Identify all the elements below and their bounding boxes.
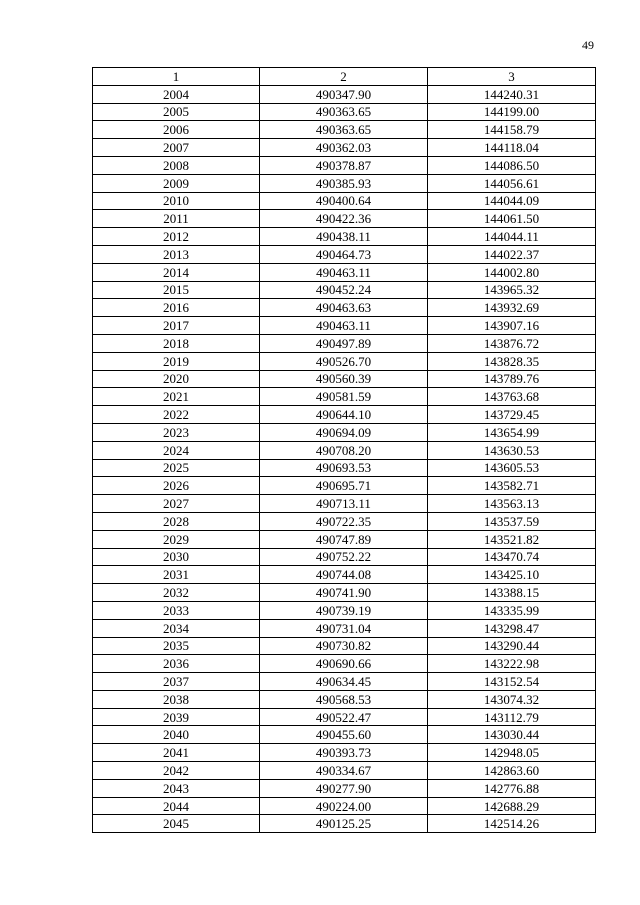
y-coordinate-cell: 142514.26 [428, 815, 596, 833]
y-coordinate-cell: 144056.61 [428, 174, 596, 192]
point-number-cell: 2025 [93, 459, 260, 477]
coordinates-table [92, 67, 596, 833]
table-row [93, 690, 596, 708]
y-coordinate-cell: 143074.32 [428, 690, 596, 708]
table-row [93, 317, 596, 335]
y-coordinate-cell: 143828.35 [428, 352, 596, 370]
x-coordinate-cell: 490722.35 [260, 512, 428, 530]
x-coordinate-cell: 490224.00 [260, 797, 428, 815]
table-row [93, 210, 596, 228]
point-number-cell: 2021 [93, 388, 260, 406]
x-coordinate-cell: 490695.71 [260, 477, 428, 495]
x-coordinate-cell: 490438.11 [260, 228, 428, 246]
table-row [93, 156, 596, 174]
table-row [93, 85, 596, 103]
table-row [93, 192, 596, 210]
x-coordinate-cell: 490334.67 [260, 762, 428, 780]
x-coordinate-cell: 490347.90 [260, 85, 428, 103]
point-number-cell: 2017 [93, 317, 260, 335]
point-number-cell: 2045 [93, 815, 260, 833]
x-coordinate-cell: 490693.53 [260, 459, 428, 477]
table-row [93, 744, 596, 762]
x-coordinate-cell: 490497.89 [260, 334, 428, 352]
table-row [93, 601, 596, 619]
table-row [93, 299, 596, 317]
y-coordinate-cell: 143425.10 [428, 566, 596, 584]
x-coordinate-cell: 490400.64 [260, 192, 428, 210]
x-coordinate-cell: 490363.65 [260, 103, 428, 121]
point-number-cell: 2037 [93, 673, 260, 691]
table-row [93, 228, 596, 246]
table-row [93, 263, 596, 281]
x-coordinate-cell: 490690.66 [260, 655, 428, 673]
y-coordinate-cell: 143388.15 [428, 584, 596, 602]
x-coordinate-cell: 490741.90 [260, 584, 428, 602]
y-coordinate-cell: 143030.44 [428, 726, 596, 744]
x-coordinate-cell: 490713.11 [260, 495, 428, 513]
table-row [93, 441, 596, 459]
x-coordinate-cell: 490463.11 [260, 317, 428, 335]
table-row [93, 708, 596, 726]
y-coordinate-cell: 143932.69 [428, 299, 596, 317]
y-coordinate-cell: 143521.82 [428, 530, 596, 548]
table-row [93, 619, 596, 637]
point-number-cell: 2006 [93, 121, 260, 139]
y-coordinate-cell: 142948.05 [428, 744, 596, 762]
point-number-cell: 2032 [93, 584, 260, 602]
x-coordinate-cell: 490744.08 [260, 566, 428, 584]
point-number-cell: 2027 [93, 495, 260, 513]
table-row [93, 245, 596, 263]
x-coordinate-cell: 490731.04 [260, 619, 428, 637]
point-number-cell: 2043 [93, 779, 260, 797]
y-coordinate-cell: 143965.32 [428, 281, 596, 299]
table-row [93, 406, 596, 424]
table-row [93, 103, 596, 121]
y-coordinate-cell: 144061.50 [428, 210, 596, 228]
point-number-cell: 2044 [93, 797, 260, 815]
y-coordinate-cell: 143729.45 [428, 406, 596, 424]
x-coordinate-cell: 490708.20 [260, 441, 428, 459]
y-coordinate-cell: 144022.37 [428, 245, 596, 263]
point-number-cell: 2008 [93, 156, 260, 174]
x-coordinate-cell: 490463.11 [260, 263, 428, 281]
x-coordinate-cell: 490464.73 [260, 245, 428, 263]
y-coordinate-cell: 143470.74 [428, 548, 596, 566]
point-number-cell: 2033 [93, 601, 260, 619]
point-number-cell: 2016 [93, 299, 260, 317]
point-number-cell: 2020 [93, 370, 260, 388]
x-coordinate-cell: 490739.19 [260, 601, 428, 619]
table-row [93, 388, 596, 406]
point-number-cell: 2036 [93, 655, 260, 673]
column-header: 1 [93, 68, 260, 86]
point-number-cell: 2034 [93, 619, 260, 637]
x-coordinate-cell: 490644.10 [260, 406, 428, 424]
table-row [93, 512, 596, 530]
point-number-cell: 2009 [93, 174, 260, 192]
y-coordinate-cell: 142863.60 [428, 762, 596, 780]
table-row [93, 370, 596, 388]
x-coordinate-cell: 490560.39 [260, 370, 428, 388]
x-coordinate-cell: 490568.53 [260, 690, 428, 708]
table-row [93, 637, 596, 655]
y-coordinate-cell: 143654.99 [428, 423, 596, 441]
table-row [93, 762, 596, 780]
y-coordinate-cell: 143290.44 [428, 637, 596, 655]
table-row [93, 121, 596, 139]
column-header: 2 [260, 68, 428, 86]
point-number-cell: 2022 [93, 406, 260, 424]
y-coordinate-cell: 144240.31 [428, 85, 596, 103]
y-coordinate-cell: 143763.68 [428, 388, 596, 406]
x-coordinate-cell: 490455.60 [260, 726, 428, 744]
point-number-cell: 2007 [93, 139, 260, 157]
table-row [93, 459, 596, 477]
point-number-cell: 2030 [93, 548, 260, 566]
table-row [93, 548, 596, 566]
x-coordinate-cell: 490277.90 [260, 779, 428, 797]
point-number-cell: 2024 [93, 441, 260, 459]
table-header-row [93, 68, 596, 86]
y-coordinate-cell: 143876.72 [428, 334, 596, 352]
x-coordinate-cell: 490422.36 [260, 210, 428, 228]
table-row [93, 584, 596, 602]
y-coordinate-cell: 143152.54 [428, 673, 596, 691]
y-coordinate-cell: 143537.59 [428, 512, 596, 530]
table-row [93, 334, 596, 352]
point-number-cell: 2015 [93, 281, 260, 299]
point-number-cell: 2011 [93, 210, 260, 228]
x-coordinate-cell: 490363.65 [260, 121, 428, 139]
y-coordinate-cell: 144044.09 [428, 192, 596, 210]
x-coordinate-cell: 490747.89 [260, 530, 428, 548]
y-coordinate-cell: 144002.80 [428, 263, 596, 281]
y-coordinate-cell: 144158.79 [428, 121, 596, 139]
point-number-cell: 2023 [93, 423, 260, 441]
x-coordinate-cell: 490634.45 [260, 673, 428, 691]
table-row [93, 139, 596, 157]
point-number-cell: 2019 [93, 352, 260, 370]
x-coordinate-cell: 490362.03 [260, 139, 428, 157]
page-number: 49 [582, 38, 594, 52]
x-coordinate-cell: 490694.09 [260, 423, 428, 441]
table-row [93, 655, 596, 673]
y-coordinate-cell: 143112.79 [428, 708, 596, 726]
table-row [93, 815, 596, 833]
table-row [93, 281, 596, 299]
x-coordinate-cell: 490581.59 [260, 388, 428, 406]
table-row [93, 530, 596, 548]
point-number-cell: 2028 [93, 512, 260, 530]
point-number-cell: 2039 [93, 708, 260, 726]
y-coordinate-cell: 144086.50 [428, 156, 596, 174]
x-coordinate-cell: 490385.93 [260, 174, 428, 192]
y-coordinate-cell: 142688.29 [428, 797, 596, 815]
column-header: 3 [428, 68, 596, 86]
table-row [93, 779, 596, 797]
y-coordinate-cell: 144044.11 [428, 228, 596, 246]
y-coordinate-cell: 143335.99 [428, 601, 596, 619]
x-coordinate-cell: 490522.47 [260, 708, 428, 726]
x-coordinate-cell: 490452.24 [260, 281, 428, 299]
point-number-cell: 2005 [93, 103, 260, 121]
point-number-cell: 2010 [93, 192, 260, 210]
table-body [93, 85, 596, 832]
point-number-cell: 2014 [93, 263, 260, 281]
y-coordinate-cell: 144199.00 [428, 103, 596, 121]
point-number-cell: 2004 [93, 85, 260, 103]
point-number-cell: 2018 [93, 334, 260, 352]
point-number-cell: 2040 [93, 726, 260, 744]
point-number-cell: 2029 [93, 530, 260, 548]
x-coordinate-cell: 490752.22 [260, 548, 428, 566]
table-row [93, 673, 596, 691]
point-number-cell: 2035 [93, 637, 260, 655]
table-row [93, 423, 596, 441]
y-coordinate-cell: 142776.88 [428, 779, 596, 797]
point-number-cell: 2012 [93, 228, 260, 246]
table-row [93, 352, 596, 370]
table-row [93, 174, 596, 192]
y-coordinate-cell: 143630.53 [428, 441, 596, 459]
y-coordinate-cell: 143907.16 [428, 317, 596, 335]
x-coordinate-cell: 490730.82 [260, 637, 428, 655]
x-coordinate-cell: 490393.73 [260, 744, 428, 762]
point-number-cell: 2042 [93, 762, 260, 780]
y-coordinate-cell: 143789.76 [428, 370, 596, 388]
point-number-cell: 2026 [93, 477, 260, 495]
table-row [93, 726, 596, 744]
table-row [93, 477, 596, 495]
x-coordinate-cell: 490463.63 [260, 299, 428, 317]
x-coordinate-cell: 490125.25 [260, 815, 428, 833]
point-number-cell: 2041 [93, 744, 260, 762]
x-coordinate-cell: 490526.70 [260, 352, 428, 370]
point-number-cell: 2031 [93, 566, 260, 584]
table-row [93, 495, 596, 513]
y-coordinate-cell: 143605.53 [428, 459, 596, 477]
y-coordinate-cell: 143582.71 [428, 477, 596, 495]
x-coordinate-cell: 490378.87 [260, 156, 428, 174]
table-row [93, 566, 596, 584]
point-number-cell: 2038 [93, 690, 260, 708]
y-coordinate-cell: 144118.04 [428, 139, 596, 157]
y-coordinate-cell: 143222.98 [428, 655, 596, 673]
point-number-cell: 2013 [93, 245, 260, 263]
table-row [93, 797, 596, 815]
y-coordinate-cell: 143298.47 [428, 619, 596, 637]
y-coordinate-cell: 143563.13 [428, 495, 596, 513]
